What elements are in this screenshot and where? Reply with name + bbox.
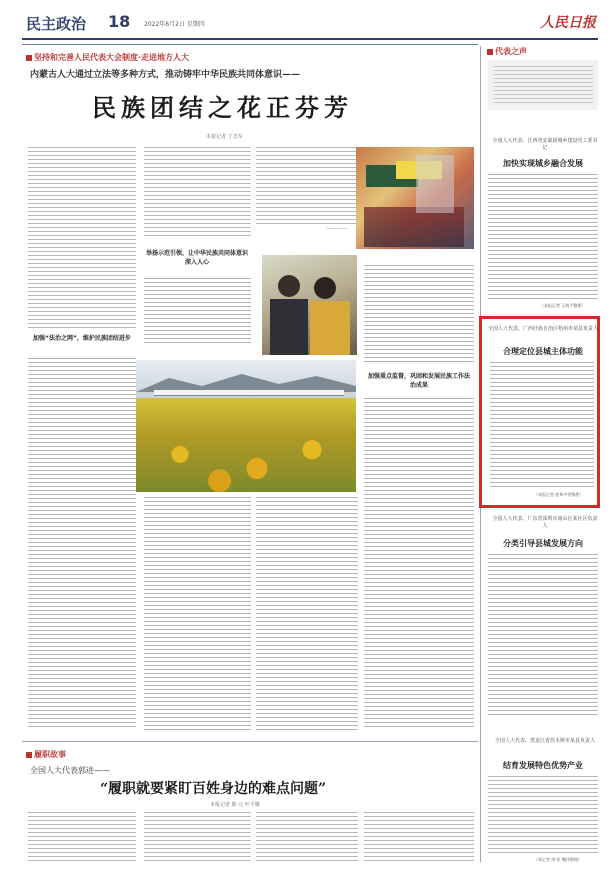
photo-two-women: [262, 255, 357, 355]
sidebar-item2-signoff: （本报记者 庞革平等整理）: [534, 492, 584, 497]
sidebar-item4-headline: 结育发展特色优势产业: [503, 761, 583, 770]
section-name: 民主政治: [26, 15, 87, 33]
lead-byline: 本报记者 丁志军: [206, 134, 243, 140]
lead-end-mark: ——·——: [326, 226, 348, 232]
lead-col2-text-c: [144, 497, 251, 730]
tag-square-icon: [487, 49, 493, 55]
tag-square-icon: [26, 752, 32, 758]
issue-date: 2022年6月2日 星期四: [144, 21, 205, 28]
lead-col1-text-a: [28, 147, 136, 329]
sidebar-item2-text: [490, 362, 594, 490]
lead-col4-text-a: [364, 265, 474, 365]
lead-col3-text-a: [256, 147, 356, 225]
sidebar-item4-intro: 全国人大代表、黑龙江省佳木斯市某县负责人: [494, 738, 595, 744]
lead-col2-text-a: [144, 147, 251, 239]
lead-top-rule: [22, 44, 478, 45]
bottom-divider: [22, 741, 478, 742]
page-number: 18: [108, 12, 131, 31]
sidebar-intro-box: [488, 60, 598, 110]
lead-col4-text-b: [364, 398, 474, 730]
tag-square-icon: [26, 55, 32, 61]
sidebar-item2-headline: 合理定位县城主体功能: [503, 347, 583, 356]
lead-subhead-2: 加强“法治之网”，维护民族团结进步: [33, 335, 131, 342]
sidebar-item4-text: [488, 776, 598, 856]
photo-sunflower-field: [136, 360, 356, 492]
sidebar-item3-headline: 分类引导县城发展方向: [503, 539, 583, 548]
bottom-text-col3: [256, 812, 358, 864]
sidebar-item2-intro: 全国人大代表、广西壮族自治区梧州市某县负责人: [488, 326, 599, 332]
photo-classroom: [356, 147, 474, 249]
sidebar-tag: [487, 46, 527, 57]
sidebar-item1-headline: 加快实现城乡融合发展: [503, 159, 583, 168]
bottom-text-col4: [364, 812, 474, 864]
bottom-headline: “履职就要紧盯百姓身边的难点问题”: [100, 781, 327, 797]
sidebar-item4-signoff: （本记者 周 阳 魏玮整理）: [534, 857, 582, 862]
lead-col3-text-b: [256, 497, 358, 730]
sidebar-item1-intro: 全国人大代表、江西省安源新城乡建设党工委书记: [492, 138, 598, 151]
lead-subhead-3: 加强重点监督，巩固和发展民族工作法治成果: [367, 373, 470, 389]
bottom-byline: 本报记者 陈 元 叶平耀: [210, 802, 260, 808]
header-rule: [22, 38, 598, 40]
lead-headline: 民族团结之花正芬芳: [92, 94, 353, 122]
bottom-text-col1: [28, 812, 136, 864]
sidebar-item1-text: [488, 174, 598, 302]
bottom-kicker: 全国人大代表郭进——: [30, 766, 110, 775]
series-tag: [26, 52, 189, 63]
sidebar-item3-intro: 全国人大代表、广东省深圳市南山区某社区负责人: [492, 516, 598, 529]
sidebar-item3-text: [488, 554, 598, 718]
series-tag-text: 坚持和完善人民代表大会制度·走进地方人大: [34, 53, 190, 62]
sidebar-item1-signoff: （本报记者 王晓平整理）: [540, 303, 586, 308]
bottom-text-col2: [144, 812, 251, 864]
lead-col1-text-b: [28, 358, 136, 730]
lead-subhead-1: 举扬示范引领，让中华民族共同体意识深入人心: [145, 250, 248, 266]
lead-kicker: 内蒙古人大通过立法等多种方式，推动铸牢中华民族共同体意识——: [30, 70, 301, 80]
bottom-tag: [26, 749, 66, 760]
bottom-tag-text: 履职故事: [34, 750, 66, 759]
sidebar-tag-text: 代表之声: [495, 47, 527, 56]
page-header: [20, 12, 600, 36]
lead-col2-text-b: [144, 278, 251, 344]
masthead-logo: 人民日报: [540, 15, 596, 31]
